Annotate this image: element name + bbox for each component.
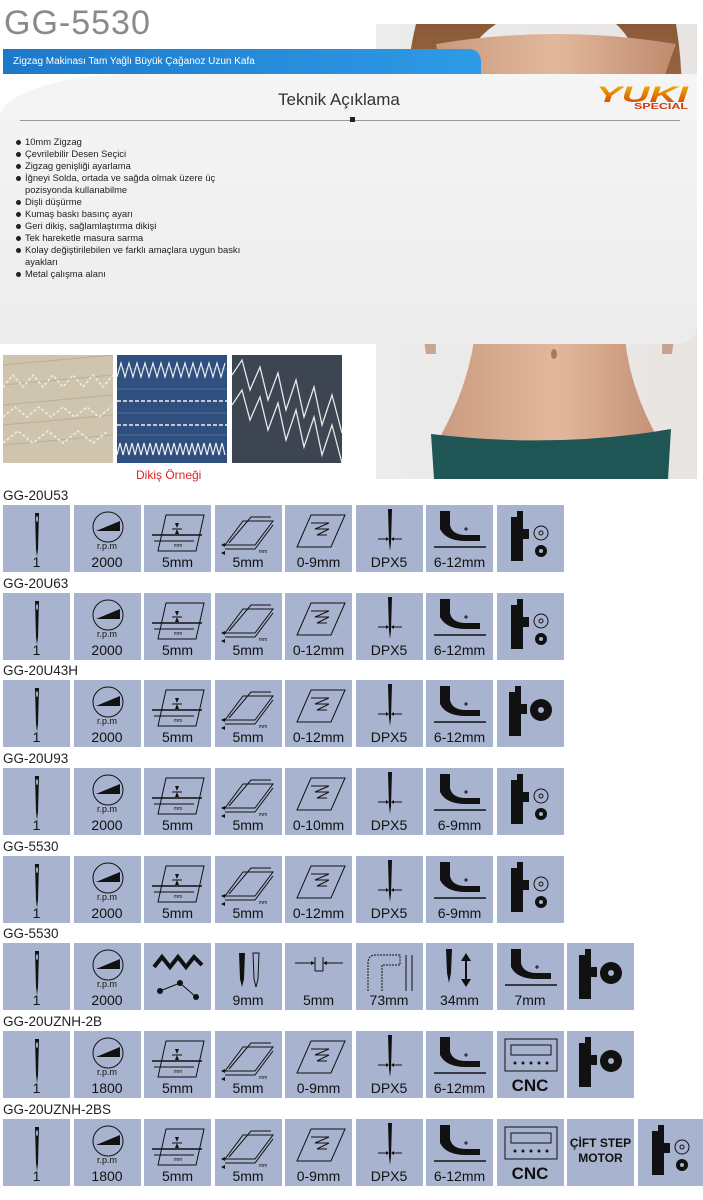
spec-value: 5mm	[161, 554, 194, 570]
spec-tile	[3, 943, 70, 1010]
svg-text:mm: mm	[173, 543, 183, 549]
rpm-unit: r.p.m	[96, 1067, 117, 1077]
spec-value: DPX5	[370, 729, 408, 745]
spec-tile	[426, 856, 493, 923]
spec-tile	[215, 943, 282, 1010]
spec-tile	[3, 856, 70, 923]
spec-tile	[426, 505, 493, 572]
divider-dot	[350, 117, 355, 122]
spec-tile	[567, 1119, 634, 1186]
spec-tile	[426, 593, 493, 660]
svg-text:mm: mm	[173, 894, 183, 900]
bobbin-large-icon	[497, 680, 564, 747]
rpm-unit: r.p.m	[96, 804, 117, 814]
spec-value: DPX5	[370, 642, 408, 658]
stitch-sample-caption: Dikiş Örneği	[136, 468, 202, 482]
spec-value: 2000	[91, 817, 123, 833]
spec-tile	[144, 856, 211, 923]
spec-value: 5mm	[232, 554, 264, 570]
page-title: GG-5530	[4, 4, 151, 42]
spec-tile	[3, 505, 70, 572]
panel-corner-decoration	[0, 74, 120, 114]
feature-item: İğneyi Solda, ortada ve sağda olmak üzere üç pozisyonda kullanabilme	[16, 172, 256, 196]
feature-list	[16, 136, 256, 280]
spec-value: 0-9mm	[296, 1080, 341, 1096]
spec-value: 6-9mm	[437, 905, 482, 921]
spec-value: 5mm	[232, 1080, 264, 1096]
rpm-unit: r.p.m	[96, 1155, 117, 1165]
spec-value: 2000	[91, 554, 123, 570]
svg-text:mm: mm	[258, 724, 267, 730]
spec-value: 5mm	[232, 905, 264, 921]
spec-tile	[215, 856, 282, 923]
spec-value: 0-9mm	[296, 1168, 341, 1184]
feature-item: Metal çalışma alanı	[16, 268, 256, 280]
spec-value: 2000	[91, 905, 123, 921]
spec-tile	[215, 593, 282, 660]
spec-tile	[3, 680, 70, 747]
brand-logo	[594, 84, 690, 110]
spec-value: 5mm	[232, 817, 264, 833]
spec-tile	[426, 943, 493, 1010]
spec-value: DPX5	[370, 1080, 408, 1096]
rpm-unit: r.p.m	[96, 716, 117, 726]
spec-tile	[497, 680, 564, 747]
spec-value: 6-12mm	[433, 554, 486, 570]
spec-tile	[74, 680, 141, 747]
spec-tile	[497, 856, 564, 923]
spec-tile	[74, 856, 141, 923]
svg-text:mm: mm	[258, 637, 267, 643]
spec-tile	[3, 1031, 70, 1098]
svg-text:mm: mm	[258, 1163, 267, 1169]
spec-value: 9mm	[232, 992, 264, 1008]
feature-item: Dişli düşürme	[16, 196, 256, 208]
spec-value: 2000	[91, 642, 123, 658]
spec-value: 6-12mm	[433, 1168, 486, 1184]
spec-tile	[497, 593, 564, 660]
bobbin-icon	[497, 593, 564, 660]
spec-tile	[426, 1119, 493, 1186]
spec-value: 5mm	[161, 729, 194, 745]
svg-text:mm: mm	[258, 1075, 267, 1081]
spec-tile	[144, 943, 211, 1010]
spec-value: 6-12mm	[433, 1080, 486, 1096]
spec-value: 1	[32, 554, 41, 570]
bobbin-icon	[497, 768, 564, 835]
spec-tile	[285, 680, 352, 747]
spec-tile	[3, 768, 70, 835]
svg-text:mm: mm	[173, 718, 183, 724]
spec-tile	[356, 505, 423, 572]
model-name: GG-20U93	[3, 751, 69, 766]
spec-tile	[497, 1119, 564, 1186]
subtitle-bar: Zigzag Makinası Tam Yağlı Büyük Çağanoz Uzun Kafa	[3, 49, 481, 74]
feature-item: Tek hareketle masura sarma	[16, 232, 256, 244]
svg-text:mm: mm	[173, 631, 183, 637]
model-name: GG-20U63	[3, 576, 69, 591]
spec-tile	[144, 593, 211, 660]
stitch-sample-beige	[3, 355, 113, 463]
section-title: Teknik Açıklama	[278, 90, 400, 109]
bobbin-icon	[497, 505, 564, 572]
model-name: GG-20U53	[3, 488, 69, 503]
spec-value: CNC	[511, 1076, 549, 1095]
svg-text:mm: mm	[258, 812, 267, 818]
spec-value: 1800	[91, 1168, 123, 1184]
svg-text:mm: mm	[173, 1069, 183, 1075]
spec-value: 1	[32, 1080, 41, 1096]
spec-tile	[285, 768, 352, 835]
spec-tile	[285, 505, 352, 572]
spec-value: ÇİFT STEP MOTOR	[569, 1136, 632, 1165]
spec-value: CNC	[511, 1164, 549, 1183]
spec-tile	[567, 1031, 634, 1098]
bobbin-icon	[638, 1119, 703, 1186]
model-name: GG-20UZNH-2BS	[3, 1102, 112, 1117]
spec-value: 1	[32, 729, 41, 745]
feature-item: Kumaş baskı basınç ayarı	[16, 208, 256, 220]
feature-item: Çevrilebilir Desen Seçici	[16, 148, 256, 160]
spec-tile	[285, 1031, 352, 1098]
spec-tile	[74, 768, 141, 835]
spec-tile	[74, 593, 141, 660]
spec-value: 5mm	[232, 1168, 264, 1184]
feature-item: Zigzag genişliği ayarlama	[16, 160, 256, 172]
spec-value: 5mm	[302, 992, 335, 1008]
spec-tile	[497, 505, 564, 572]
spec-value: 1	[32, 905, 41, 921]
spec-tile	[567, 943, 634, 1010]
spec-tile	[215, 505, 282, 572]
spec-tile	[144, 768, 211, 835]
spec-tile	[74, 943, 141, 1010]
feature-item: 10mm Zigzag	[16, 136, 256, 148]
spec-value: 2000	[91, 992, 123, 1008]
spec-value: 6-9mm	[437, 817, 482, 833]
spec-value: 5mm	[232, 729, 264, 745]
spec-tile	[3, 1119, 70, 1186]
svg-text:mm: mm	[173, 806, 183, 812]
spec-tile	[144, 1031, 211, 1098]
stitch-sample-denim	[117, 355, 227, 463]
spec-tile	[426, 680, 493, 747]
spec-value: DPX5	[370, 554, 408, 570]
svg-text:mm: mm	[258, 549, 267, 555]
spec-tile	[144, 505, 211, 572]
spec-value: 5mm	[161, 1080, 194, 1096]
spec-tile	[215, 768, 282, 835]
spec-tile	[74, 1031, 141, 1098]
spec-tile	[497, 943, 564, 1010]
rpm-unit: r.p.m	[96, 979, 117, 989]
spec-value: 6-12mm	[433, 642, 486, 658]
rpm-unit: r.p.m	[96, 541, 117, 551]
spec-tile	[144, 680, 211, 747]
spec-value: 73mm	[369, 992, 409, 1008]
spec-value: 1	[32, 642, 41, 658]
spec-value: 5mm	[161, 642, 194, 658]
svg-text:YUKI: YUKI	[596, 84, 690, 107]
spec-value: 5mm	[161, 817, 194, 833]
spec-tile	[144, 1119, 211, 1186]
bobbin-icon	[497, 856, 564, 923]
stitch-sample-grey	[232, 355, 342, 463]
spec-tile	[356, 593, 423, 660]
spec-value: 0-12mm	[292, 905, 345, 921]
spec-value: 7mm	[514, 992, 546, 1008]
spec-tile	[285, 943, 352, 1010]
spec-value: 0-12mm	[292, 729, 345, 745]
rpm-unit: r.p.m	[96, 629, 117, 639]
spec-value: 1800	[91, 1080, 123, 1096]
spec-value: 5mm	[161, 1168, 194, 1184]
svg-text:mm: mm	[258, 900, 267, 906]
spec-tile	[285, 1119, 352, 1186]
feature-item: Kolay değiştirilebilen ve farklı amaçlara uygun baskı ayakları	[16, 244, 256, 268]
spec-value: 1	[32, 1168, 41, 1184]
spec-tile	[74, 1119, 141, 1186]
spec-tile	[638, 1119, 703, 1186]
spec-tile	[215, 680, 282, 747]
spec-tile	[3, 593, 70, 660]
spec-value: 5mm	[161, 905, 194, 921]
spec-value: DPX5	[370, 817, 408, 833]
spec-value: 34mm	[440, 992, 479, 1008]
spec-tile	[285, 593, 352, 660]
spec-tile	[215, 1119, 282, 1186]
spec-tile	[215, 1031, 282, 1098]
feature-item: Geri dikiş, sağlamlaştırma dikişi	[16, 220, 256, 232]
spec-tile	[356, 856, 423, 923]
spec-tile	[285, 856, 352, 923]
spec-value: 2000	[91, 729, 123, 745]
model-name: GG-20UZNH-2B	[3, 1014, 103, 1029]
spec-value: DPX5	[370, 905, 408, 921]
spec-tile	[356, 680, 423, 747]
spec-value: 1	[32, 992, 41, 1008]
spec-value: 0-12mm	[292, 642, 345, 658]
bobbin-large-icon	[567, 943, 634, 1010]
spec-tile	[497, 768, 564, 835]
spec-tile	[426, 768, 493, 835]
spec-tile	[74, 505, 141, 572]
spec-tile	[497, 1031, 564, 1098]
rpm-unit: r.p.m	[96, 892, 117, 902]
model-name: GG-5530	[3, 926, 59, 941]
spec-value: 5mm	[232, 642, 264, 658]
spec-tile	[356, 768, 423, 835]
bobbin-large-icon	[567, 1031, 634, 1098]
spec-value: DPX5	[370, 1168, 408, 1184]
model-name: GG-20U43H	[3, 663, 79, 678]
spec-tile	[356, 943, 423, 1010]
spec-value: 6-12mm	[433, 729, 486, 745]
spec-tile	[356, 1031, 423, 1098]
spec-tile	[426, 1031, 493, 1098]
spec-value: 1	[32, 817, 41, 833]
svg-text:SPECIAL: SPECIAL	[634, 102, 689, 110]
spec-tile	[356, 1119, 423, 1186]
svg-text:mm: mm	[173, 1157, 183, 1163]
model-name: GG-5530	[3, 839, 59, 854]
spec-value: 0-10mm	[292, 817, 345, 833]
pattern-icon	[144, 943, 211, 1010]
spec-value: 0-9mm	[296, 554, 341, 570]
